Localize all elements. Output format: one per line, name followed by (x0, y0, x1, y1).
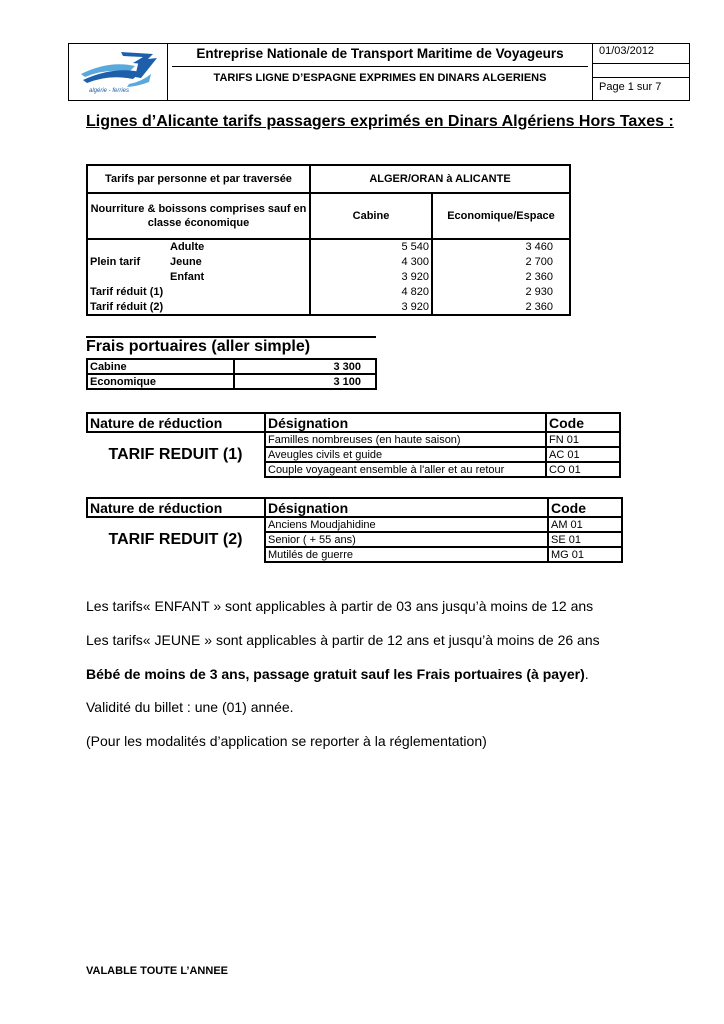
table-row: Senior ( + 55 ans) SE 01 (87, 532, 622, 547)
table-row: Tarif réduit (1) 4 820 2 930 (87, 284, 570, 299)
company-logo (69, 44, 168, 100)
tariff-head-left: Tarifs par personne et par traversée (87, 165, 310, 193)
page-number: Page 1 sur 7 (599, 81, 662, 93)
col-designation: Désignation (265, 498, 548, 517)
tariff-table (86, 164, 571, 316)
page-title: Lignes d’Alicante tarifs passagers exprimés en Dinars Algériens Hors Taxes : (86, 113, 674, 130)
reduction-name: TARIF REDUIT (1) (87, 432, 265, 477)
table-row: Couple voyageant ensemble à l'aller et au retour CO 01 (87, 462, 620, 477)
col-code: Code (546, 413, 620, 432)
frais-title: Frais portuaires (aller simple) (86, 336, 376, 360)
table-row: Enfant 3 920 2 360 (87, 269, 570, 284)
document-date: 01/03/2012 (599, 45, 655, 57)
table-row: Adulte 5 540 3 460 (87, 239, 570, 254)
table-row: TARIF REDUIT (2) Anciens Moudjahidine AM 01 (87, 517, 622, 532)
table-row: Aveugles civils et guide AC 01 (87, 447, 620, 462)
col-code: Code (548, 498, 622, 517)
col-designation: Désignation (265, 413, 546, 432)
tariff-head-food: Nourriture & boissons comprises sauf en classe économique (87, 193, 310, 239)
document-header (68, 43, 690, 101)
footer-text: VALABLE TOUTE L’ANNEE (86, 965, 228, 977)
reduction-table-1 (86, 412, 621, 478)
note-bebe: Bébé de moins de 3 ans, passage gratuit sauf les Frais portuaires (à payer). (86, 666, 589, 682)
note-validite: Validité du billet : une (01) année. (86, 699, 294, 715)
table-row: TARIF REDUIT (1) Familles nombreuses (en haute saison) FN 01 (87, 432, 620, 447)
document-subtitle: TARIFS LIGNE D’ESPAGNE EXPRIMES EN DINARS ALGERIENS (213, 72, 547, 84)
table-row: Cabine 3 300 (87, 359, 376, 374)
note-enfant: Les tarifs« ENFANT » sont applicables à partir de 03 ans jusqu’à moins de 12 ans (86, 598, 594, 614)
reduction-name: TARIF REDUIT (2) (87, 517, 265, 562)
note-modalites: (Pour les modalités d’application se reporter à la réglementation) (86, 733, 487, 749)
company-name: Entreprise Nationale de Transport Maritime de Voyageurs (196, 46, 564, 61)
table-row: Economique 3 100 (87, 374, 376, 389)
svg-text:algérie - ferries: algérie - ferries (89, 88, 130, 94)
col-nature: Nature de réduction (87, 413, 265, 432)
col-nature: Nature de réduction (87, 498, 265, 517)
tariff-head-route: ALGER/ORAN à ALICANTE (310, 165, 570, 193)
frais-table (86, 358, 377, 390)
col-cabine: Cabine (310, 193, 432, 239)
table-row: Plein tarif Jeune 4 300 2 700 (87, 254, 570, 269)
note-jeune: Les tarifs« JEUNE » sont applicables à partir de 12 ans et jusqu’à moins de 26 ans (86, 632, 600, 648)
table-row: Tarif réduit (2) 3 920 2 360 (87, 299, 570, 315)
table-row: Mutilés de guerre MG 01 (87, 547, 622, 562)
col-economique: Economique/Espace (432, 193, 570, 239)
reduction-table-2 (86, 497, 623, 563)
algerie-ferries-logo-icon (69, 44, 167, 100)
